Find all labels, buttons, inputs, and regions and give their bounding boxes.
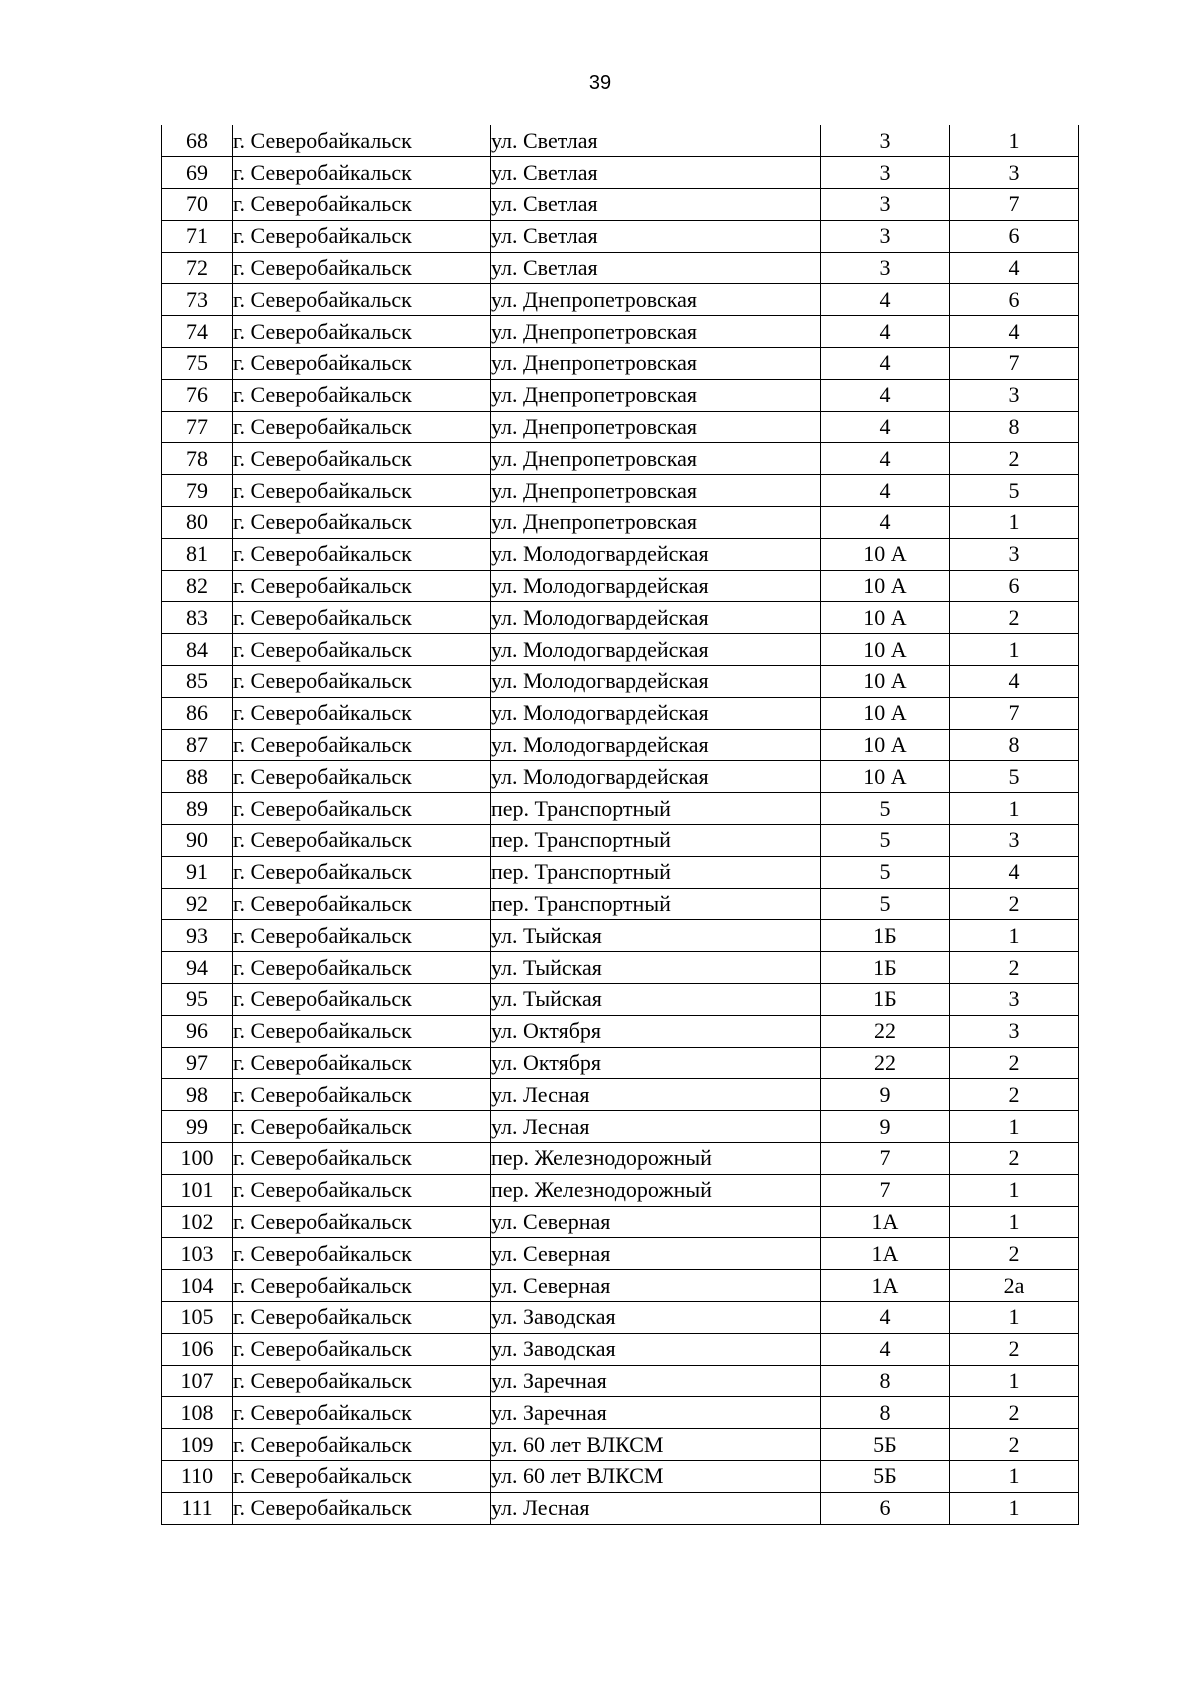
- apartment-number-cell: 3: [950, 1015, 1079, 1047]
- row-number-cell: 82: [162, 570, 233, 602]
- table-row: [162, 729, 1079, 761]
- row-number-cell: 109: [162, 1429, 233, 1461]
- table-row: [162, 1015, 1079, 1047]
- row-number-cell: 98: [162, 1079, 233, 1111]
- apartment-number-cell: 3: [950, 825, 1079, 857]
- house-number-cell: 9: [821, 1111, 950, 1143]
- row-number-cell: 86: [162, 697, 233, 729]
- table-row: [162, 856, 1079, 888]
- table-row: [162, 888, 1079, 920]
- row-number-cell: 85: [162, 666, 233, 698]
- street-cell: ул. Молодогвардейская: [491, 602, 821, 634]
- apartment-number-cell: 7: [950, 697, 1079, 729]
- house-number-cell: 7: [821, 1174, 950, 1206]
- city-cell: г. Северобайкальск: [233, 666, 491, 698]
- apartment-number-cell: 6: [950, 220, 1079, 252]
- row-number-cell: 110: [162, 1460, 233, 1492]
- house-number-cell: 4: [821, 348, 950, 380]
- apartment-number-cell: 6: [950, 284, 1079, 316]
- row-number-cell: 78: [162, 443, 233, 475]
- apartment-number-cell: 1: [950, 125, 1079, 157]
- city-cell: г. Северобайкальск: [233, 1174, 491, 1206]
- apartment-number-cell: 2: [950, 1079, 1079, 1111]
- row-number-cell: 75: [162, 348, 233, 380]
- street-cell: ул. Днепропетровская: [491, 475, 821, 507]
- apartment-number-cell: 2: [950, 952, 1079, 984]
- row-number-cell: 106: [162, 1333, 233, 1365]
- street-cell: пер. Транспортный: [491, 888, 821, 920]
- city-cell: г. Северобайкальск: [233, 157, 491, 189]
- city-cell: г. Северобайкальск: [233, 411, 491, 443]
- street-cell: ул. Заречная: [491, 1397, 821, 1429]
- house-number-cell: 5: [821, 793, 950, 825]
- house-number-cell: 3: [821, 157, 950, 189]
- street-cell: ул. Светлая: [491, 220, 821, 252]
- house-number-cell: 4: [821, 284, 950, 316]
- apartment-number-cell: 1: [950, 920, 1079, 952]
- house-number-cell: 22: [821, 1015, 950, 1047]
- street-cell: ул. Заречная: [491, 1365, 821, 1397]
- table-row: [162, 761, 1079, 793]
- apartment-number-cell: 3: [950, 157, 1079, 189]
- table-row: [162, 1301, 1079, 1333]
- apartment-number-cell: 8: [950, 411, 1079, 443]
- row-number-cell: 107: [162, 1365, 233, 1397]
- apartment-number-cell: 1: [950, 1206, 1079, 1238]
- city-cell: г. Северобайкальск: [233, 1429, 491, 1461]
- city-cell: г. Северобайкальск: [233, 1492, 491, 1524]
- apartment-number-cell: 5: [950, 761, 1079, 793]
- city-cell: г. Северобайкальск: [233, 729, 491, 761]
- table-row: [162, 1047, 1079, 1079]
- city-cell: г. Северобайкальск: [233, 1270, 491, 1302]
- table-row: [162, 570, 1079, 602]
- apartment-number-cell: 4: [950, 856, 1079, 888]
- city-cell: г. Северобайкальск: [233, 348, 491, 380]
- row-number-cell: 88: [162, 761, 233, 793]
- house-number-cell: 10 А: [821, 538, 950, 570]
- table-row: [162, 284, 1079, 316]
- table-row: [162, 697, 1079, 729]
- table-row: [162, 538, 1079, 570]
- apartment-number-cell: 1: [950, 1365, 1079, 1397]
- table-row: [162, 348, 1079, 380]
- row-number-cell: 81: [162, 538, 233, 570]
- apartment-number-cell: 7: [950, 189, 1079, 221]
- city-cell: г. Северобайкальск: [233, 602, 491, 634]
- street-cell: ул. Тыйская: [491, 984, 821, 1016]
- table-row: [162, 1143, 1079, 1175]
- city-cell: г. Северобайкальск: [233, 316, 491, 348]
- table-row: [162, 634, 1079, 666]
- apartment-number-cell: 1: [950, 1460, 1079, 1492]
- street-cell: ул. Северная: [491, 1238, 821, 1270]
- house-number-cell: 3: [821, 125, 950, 157]
- apartment-number-cell: 4: [950, 316, 1079, 348]
- street-cell: ул. Октября: [491, 1047, 821, 1079]
- street-cell: ул. Молодогвардейская: [491, 729, 821, 761]
- house-number-cell: 22: [821, 1047, 950, 1079]
- city-cell: г. Северобайкальск: [233, 888, 491, 920]
- house-number-cell: 10 А: [821, 634, 950, 666]
- house-number-cell: 10 А: [821, 697, 950, 729]
- street-cell: ул. Молодогвардейская: [491, 761, 821, 793]
- apartment-number-cell: 1: [950, 1174, 1079, 1206]
- table-row: [162, 1079, 1079, 1111]
- city-cell: г. Северобайкальск: [233, 984, 491, 1016]
- page-number: 39: [588, 72, 612, 94]
- city-cell: г. Северобайкальск: [233, 634, 491, 666]
- apartment-number-cell: 2: [950, 1397, 1079, 1429]
- house-number-cell: 10 А: [821, 570, 950, 602]
- city-cell: г. Северобайкальск: [233, 189, 491, 221]
- house-number-cell: 3: [821, 252, 950, 284]
- row-number-cell: 70: [162, 189, 233, 221]
- apartment-number-cell: 4: [950, 252, 1079, 284]
- street-cell: ул. Северная: [491, 1270, 821, 1302]
- house-number-cell: 4: [821, 475, 950, 507]
- table-row: [162, 666, 1079, 698]
- row-number-cell: 73: [162, 284, 233, 316]
- city-cell: г. Северобайкальск: [233, 570, 491, 602]
- apartment-number-cell: 2: [950, 443, 1079, 475]
- house-number-cell: 6: [821, 1492, 950, 1524]
- row-number-cell: 108: [162, 1397, 233, 1429]
- row-number-cell: 93: [162, 920, 233, 952]
- row-number-cell: 72: [162, 252, 233, 284]
- house-number-cell: 1А: [821, 1238, 950, 1270]
- street-cell: ул. Днепропетровская: [491, 507, 821, 539]
- house-number-cell: 10 А: [821, 729, 950, 761]
- row-number-cell: 87: [162, 729, 233, 761]
- city-cell: г. Северобайкальск: [233, 761, 491, 793]
- house-number-cell: 3: [821, 189, 950, 221]
- table-row: [162, 1365, 1079, 1397]
- city-cell: г. Северобайкальск: [233, 538, 491, 570]
- apartment-number-cell: 2: [950, 1143, 1079, 1175]
- house-number-cell: 9: [821, 1079, 950, 1111]
- house-number-cell: 1А: [821, 1206, 950, 1238]
- row-number-cell: 94: [162, 952, 233, 984]
- city-cell: г. Северобайкальск: [233, 125, 491, 157]
- apartment-number-cell: 1: [950, 793, 1079, 825]
- house-number-cell: 10 А: [821, 602, 950, 634]
- street-cell: ул. Молодогвардейская: [491, 634, 821, 666]
- apartment-number-cell: 2: [950, 1333, 1079, 1365]
- table-row: [162, 189, 1079, 221]
- table-row: [162, 1270, 1079, 1302]
- house-number-cell: 5: [821, 888, 950, 920]
- apartment-number-cell: 2: [950, 1047, 1079, 1079]
- row-number-cell: 71: [162, 220, 233, 252]
- street-cell: ул. Северная: [491, 1206, 821, 1238]
- row-number-cell: 96: [162, 1015, 233, 1047]
- city-cell: г. Северобайкальск: [233, 1079, 491, 1111]
- table-row: [162, 1460, 1079, 1492]
- house-number-cell: 4: [821, 443, 950, 475]
- city-cell: г. Северобайкальск: [233, 920, 491, 952]
- street-cell: ул. Лесная: [491, 1079, 821, 1111]
- row-number-cell: 92: [162, 888, 233, 920]
- house-number-cell: 4: [821, 411, 950, 443]
- city-cell: г. Северобайкальск: [233, 443, 491, 475]
- street-cell: ул. Светлая: [491, 189, 821, 221]
- city-cell: г. Северобайкальск: [233, 507, 491, 539]
- street-cell: ул. 60 лет ВЛКСМ: [491, 1429, 821, 1461]
- row-number-cell: 99: [162, 1111, 233, 1143]
- row-number-cell: 102: [162, 1206, 233, 1238]
- city-cell: г. Северобайкальск: [233, 1143, 491, 1175]
- house-number-cell: 4: [821, 316, 950, 348]
- house-number-cell: 4: [821, 1333, 950, 1365]
- table-row: [162, 1206, 1079, 1238]
- table-row: [162, 825, 1079, 857]
- apartment-number-cell: 5: [950, 475, 1079, 507]
- table-row: [162, 1397, 1079, 1429]
- city-cell: г. Северобайкальск: [233, 825, 491, 857]
- row-number-cell: 69: [162, 157, 233, 189]
- street-cell: пер. Железнодорожный: [491, 1174, 821, 1206]
- apartment-number-cell: 2: [950, 1238, 1079, 1270]
- house-number-cell: 1Б: [821, 984, 950, 1016]
- apartment-number-cell: 4: [950, 666, 1079, 698]
- table-row: [162, 220, 1079, 252]
- street-cell: ул. Светлая: [491, 125, 821, 157]
- house-number-cell: 1Б: [821, 920, 950, 952]
- row-number-cell: 90: [162, 825, 233, 857]
- table-row: [162, 984, 1079, 1016]
- apartment-number-cell: 3: [950, 538, 1079, 570]
- row-number-cell: 103: [162, 1238, 233, 1270]
- city-cell: г. Северобайкальск: [233, 475, 491, 507]
- house-number-cell: 4: [821, 507, 950, 539]
- apartment-number-cell: 1: [950, 1111, 1079, 1143]
- street-cell: пер. Транспортный: [491, 793, 821, 825]
- row-number-cell: 101: [162, 1174, 233, 1206]
- apartment-number-cell: 2: [950, 602, 1079, 634]
- street-cell: пер. Транспортный: [491, 825, 821, 857]
- row-number-cell: 74: [162, 316, 233, 348]
- apartment-number-cell: 7: [950, 348, 1079, 380]
- table-row: [162, 475, 1079, 507]
- house-number-cell: 5: [821, 825, 950, 857]
- table-row: [162, 1492, 1079, 1524]
- street-cell: ул. Заводская: [491, 1301, 821, 1333]
- street-cell: ул. Молодогвардейская: [491, 570, 821, 602]
- apartment-number-cell: 6: [950, 570, 1079, 602]
- house-number-cell: 5Б: [821, 1429, 950, 1461]
- house-number-cell: 10 А: [821, 761, 950, 793]
- row-number-cell: 79: [162, 475, 233, 507]
- city-cell: г. Северобайкальск: [233, 1206, 491, 1238]
- city-cell: г. Северобайкальск: [233, 793, 491, 825]
- house-number-cell: 1Б: [821, 952, 950, 984]
- row-number-cell: 105: [162, 1301, 233, 1333]
- table-row: [162, 316, 1079, 348]
- street-cell: ул. Молодогвардейская: [491, 697, 821, 729]
- city-cell: г. Северобайкальск: [233, 252, 491, 284]
- street-cell: ул. Тыйская: [491, 920, 821, 952]
- row-number-cell: 104: [162, 1270, 233, 1302]
- table-row: [162, 379, 1079, 411]
- city-cell: г. Северобайкальск: [233, 952, 491, 984]
- row-number-cell: 91: [162, 856, 233, 888]
- street-cell: ул. Молодогвардейская: [491, 666, 821, 698]
- house-number-cell: 8: [821, 1365, 950, 1397]
- street-cell: пер. Железнодорожный: [491, 1143, 821, 1175]
- house-number-cell: 8: [821, 1397, 950, 1429]
- city-cell: г. Северобайкальск: [233, 1460, 491, 1492]
- city-cell: г. Северобайкальск: [233, 220, 491, 252]
- street-cell: ул. 60 лет ВЛКСМ: [491, 1460, 821, 1492]
- apartment-number-cell: 1: [950, 1492, 1079, 1524]
- house-number-cell: 1А: [821, 1270, 950, 1302]
- table-row: [162, 952, 1079, 984]
- street-cell: ул. Тыйская: [491, 952, 821, 984]
- house-number-cell: 5Б: [821, 1460, 950, 1492]
- street-cell: ул. Молодогвардейская: [491, 538, 821, 570]
- city-cell: г. Северобайкальск: [233, 379, 491, 411]
- row-number-cell: 89: [162, 793, 233, 825]
- apartment-number-cell: 1: [950, 634, 1079, 666]
- table-row: [162, 602, 1079, 634]
- city-cell: г. Северобайкальск: [233, 1397, 491, 1429]
- table-row: [162, 1333, 1079, 1365]
- street-cell: ул. Лесная: [491, 1111, 821, 1143]
- table-row: [162, 920, 1079, 952]
- street-cell: ул. Октября: [491, 1015, 821, 1047]
- street-cell: ул. Днепропетровская: [491, 379, 821, 411]
- row-number-cell: 84: [162, 634, 233, 666]
- city-cell: г. Северобайкальск: [233, 1047, 491, 1079]
- address-table-body: [162, 125, 1079, 1524]
- city-cell: г. Северобайкальск: [233, 1111, 491, 1143]
- row-number-cell: 95: [162, 984, 233, 1016]
- street-cell: ул. Днепропетровская: [491, 411, 821, 443]
- street-cell: ул. Днепропетровская: [491, 284, 821, 316]
- row-number-cell: 76: [162, 379, 233, 411]
- apartment-number-cell: 1: [950, 1301, 1079, 1333]
- row-number-cell: 83: [162, 602, 233, 634]
- table-row: [162, 157, 1079, 189]
- house-number-cell: 7: [821, 1143, 950, 1175]
- city-cell: г. Северобайкальск: [233, 284, 491, 316]
- table-row: [162, 507, 1079, 539]
- apartment-number-cell: 2а: [950, 1270, 1079, 1302]
- row-number-cell: 80: [162, 507, 233, 539]
- apartment-number-cell: 2: [950, 1429, 1079, 1461]
- table-row: [162, 1174, 1079, 1206]
- street-cell: ул. Днепропетровская: [491, 348, 821, 380]
- row-number-cell: 111: [162, 1492, 233, 1524]
- street-cell: ул. Лесная: [491, 1492, 821, 1524]
- city-cell: г. Северобайкальск: [233, 856, 491, 888]
- house-number-cell: 10 А: [821, 666, 950, 698]
- address-table: [161, 125, 1079, 1525]
- table-row: [162, 125, 1079, 157]
- street-cell: ул. Днепропетровская: [491, 316, 821, 348]
- city-cell: г. Северобайкальск: [233, 1365, 491, 1397]
- street-cell: ул. Заводская: [491, 1333, 821, 1365]
- table-row: [162, 1429, 1079, 1461]
- city-cell: г. Северобайкальск: [233, 1301, 491, 1333]
- street-cell: пер. Транспортный: [491, 856, 821, 888]
- table-row: [162, 411, 1079, 443]
- row-number-cell: 68: [162, 125, 233, 157]
- street-cell: ул. Светлая: [491, 157, 821, 189]
- row-number-cell: 77: [162, 411, 233, 443]
- house-number-cell: 4: [821, 1301, 950, 1333]
- house-number-cell: 3: [821, 220, 950, 252]
- house-number-cell: 5: [821, 856, 950, 888]
- city-cell: г. Северобайкальск: [233, 1238, 491, 1270]
- table-row: [162, 252, 1079, 284]
- row-number-cell: 97: [162, 1047, 233, 1079]
- table-row: [162, 1238, 1079, 1270]
- street-cell: ул. Днепропетровская: [491, 443, 821, 475]
- table-row: [162, 793, 1079, 825]
- table-row: [162, 1111, 1079, 1143]
- apartment-number-cell: 3: [950, 379, 1079, 411]
- row-number-cell: 100: [162, 1143, 233, 1175]
- city-cell: г. Северобайкальск: [233, 1333, 491, 1365]
- street-cell: ул. Светлая: [491, 252, 821, 284]
- apartment-number-cell: 8: [950, 729, 1079, 761]
- apartment-number-cell: 2: [950, 888, 1079, 920]
- city-cell: г. Северобайкальск: [233, 1015, 491, 1047]
- table-row: [162, 443, 1079, 475]
- apartment-number-cell: 1: [950, 507, 1079, 539]
- house-number-cell: 4: [821, 379, 950, 411]
- city-cell: г. Северобайкальск: [233, 697, 491, 729]
- apartment-number-cell: 3: [950, 984, 1079, 1016]
